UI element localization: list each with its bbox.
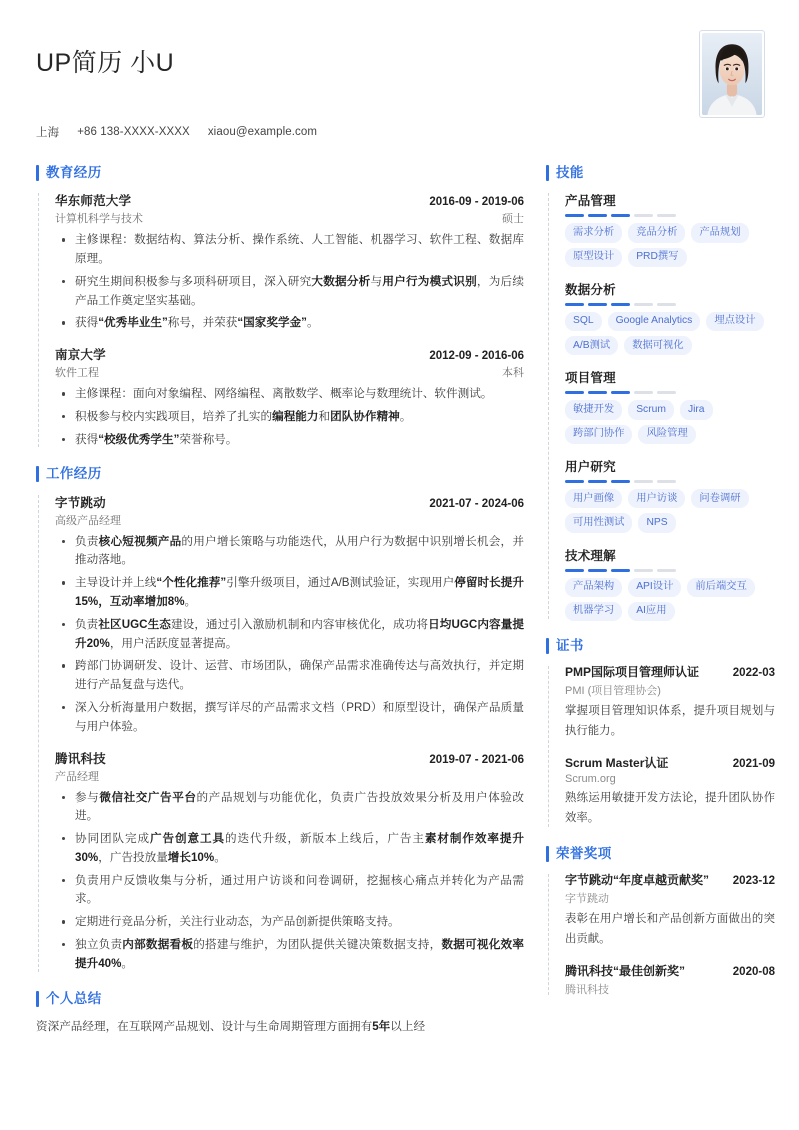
bullet-item: 获得“校级优秀学生”荣誉称号。 — [55, 431, 524, 450]
entry-header — [565, 963, 775, 980]
skill-level-segment — [657, 303, 676, 306]
bullet-item: 积极参与校内实践项目，培养了扎实的编程能力和团队协作精神。 — [55, 408, 524, 427]
skill-tag: 原型设计 — [565, 248, 622, 267]
section-certificates — [546, 637, 775, 829]
work-date: 2019-07 - 2021-06 — [429, 753, 524, 766]
skill-level-bar — [565, 391, 775, 394]
bullet-item: 定期进行竞品分析，关注行业动态，为产品创新提供策略支持。 — [55, 913, 524, 932]
skill-tag: 机器学习 — [565, 602, 622, 621]
skill-groups — [547, 191, 775, 621]
skill-tags — [565, 312, 775, 356]
work-entry — [55, 749, 524, 974]
bullet-item: 研究生期间积极参与多项科研项目，深入研究大数据分析与用户行为模式识别，为后续产品工作奠定坚实基础。 — [55, 273, 524, 311]
section-title-education: 教育经历 — [46, 165, 102, 180]
entry-header — [55, 191, 524, 209]
section-title-skills: 技能 — [556, 165, 584, 180]
bullet-item: 负责社区UGC生态建设，通过引入激励机制和内容审核优化，成功将日均UGC内容量提升20%，用户活跃度显著提高。 — [55, 616, 524, 654]
bullet-item: 负责核心短视频产品的用户增长策略与功能迭代，从用户行为数据中识别增长机会，并推动落地。 — [55, 533, 524, 571]
skill-level-segment — [634, 214, 653, 217]
skill-level-segment — [588, 569, 607, 572]
skill-group-name: 数据分析 — [565, 282, 616, 297]
section-summary — [36, 990, 524, 1037]
education-entry — [55, 345, 524, 449]
skill-level-segment — [588, 391, 607, 394]
section-header — [36, 164, 524, 182]
skill-level-segment — [634, 480, 653, 483]
skill-level-segment — [611, 569, 630, 572]
education-date: 2016-09 - 2019-06 — [429, 196, 524, 209]
bullet-item: 负责用户反馈收集与分析，通过用户访谈和问卷调研，挖掘核心痛点并转化为产品需求。 — [55, 872, 524, 910]
skill-level-bar — [565, 214, 775, 217]
header-left — [36, 26, 317, 140]
section-header — [546, 637, 775, 655]
skill-tag: AI应用 — [628, 602, 674, 621]
certificate-date: 2021-09 — [732, 758, 775, 771]
skill-group-name: 技术理解 — [565, 548, 616, 563]
entry-header — [55, 493, 524, 511]
skill-tag: 需求分析 — [565, 223, 622, 242]
entry-subheader — [55, 768, 524, 784]
skill-level-segment — [657, 214, 676, 217]
skill-level-segment — [634, 391, 653, 394]
section-header — [36, 990, 524, 1008]
summary-text: 资深产品经理，在互联网产品规划、设计与生命周期管理方面拥有5年以上经 — [36, 1019, 426, 1033]
skill-tag: 用户画像 — [565, 489, 622, 508]
skill-level-segment — [611, 391, 630, 394]
certificate-date: 2022-03 — [732, 667, 775, 680]
bullet-item: 深入分析海量用户数据，撰写详尽的产品需求文档（PRD）和原型设计，确保产品质量与用户体验。 — [55, 699, 524, 737]
bullet-item: 主修课程：数据结构、算法分析、操作系统、人工智能、机器学习、软件工程、数据库原理。 — [55, 231, 524, 269]
bullet-item: 协同团队完成广告创意工具的迭代升级，新版本上线后，广告主素材制作效率提升30%，广告投放量增长10%。 — [55, 830, 524, 868]
contact-phone: +86 138-XXXX-XXXX — [77, 126, 190, 138]
skill-tag: A/B测试 — [565, 336, 618, 355]
company-name: 腾讯科技 — [55, 751, 106, 766]
skill-level-segment — [657, 569, 676, 572]
work-entries — [37, 493, 524, 974]
skill-level-segment — [657, 391, 676, 394]
award-date: 2023-12 — [732, 875, 775, 888]
certificate-issuer: PMI (项目管理协会) — [565, 685, 661, 698]
side-column — [546, 164, 775, 1013]
skill-group — [565, 368, 775, 444]
skill-group-name: 项目管理 — [565, 371, 616, 386]
award-name: 腾讯科技“最佳创新奖” — [565, 963, 686, 978]
skill-level-segment — [634, 569, 653, 572]
certificate-entries — [547, 664, 775, 828]
bullet-item: 获得“优秀毕业生”称号，并荣获“国家奖学金”。 — [55, 314, 524, 333]
skill-tag: PRD撰写 — [628, 248, 686, 267]
award-date: 2020-08 — [732, 965, 775, 978]
skill-level-segment — [565, 214, 584, 217]
award-entry — [565, 872, 775, 950]
job-title: 高级产品经理 — [55, 514, 121, 527]
section-title-work: 工作经历 — [46, 466, 102, 482]
certificate-issuer: Scrum.org — [565, 772, 616, 785]
section-awards — [546, 845, 775, 997]
resume-columns — [0, 164, 799, 1053]
skill-tag: Scrum — [628, 400, 674, 419]
skill-group — [565, 457, 775, 533]
section-header — [546, 164, 775, 182]
skill-tag: 埋点设计 — [706, 312, 763, 331]
section-skills — [546, 164, 775, 621]
section-header — [546, 845, 775, 863]
bullet-list — [55, 231, 524, 333]
skill-tags — [565, 578, 775, 622]
skill-level-segment — [565, 569, 584, 572]
skill-level-segment — [657, 480, 676, 483]
company-name: 字节跳动 — [55, 495, 106, 510]
skill-group — [565, 280, 775, 356]
section-title-summary: 个人总结 — [46, 990, 102, 1006]
degree: 本科 — [502, 367, 524, 380]
major: 软件工程 — [55, 367, 99, 380]
skill-group — [565, 546, 775, 622]
entry-header — [565, 755, 775, 772]
skill-tag: 竞品分析 — [628, 223, 685, 242]
school-name: 南京大学 — [55, 348, 106, 363]
skill-group-name: 产品管理 — [565, 194, 616, 209]
contact-location: 上海 — [36, 127, 60, 139]
avatar — [699, 30, 765, 118]
skill-tag: 风险管理 — [638, 425, 695, 444]
skill-tag: NPS — [638, 513, 675, 532]
skill-level-segment — [588, 303, 607, 306]
award-entries — [547, 872, 775, 997]
skill-level-segment — [611, 214, 630, 217]
bullet-item: 主导设计并上线“个性化推荐”引擎升级项目，通过A/B测试验证，实现用户停留时长提升15%，互动率增加8%。 — [55, 574, 524, 612]
bullet-item: 独立负责内部数据看板的搭建与维护，为团队提供关键决策数据支持，数据可视化效率提升40%。 — [55, 936, 524, 974]
bullet-item: 参与微信社交广告平台的产品规划与功能优化，负责广告投放效果分析及用户体验改进。 — [55, 789, 524, 827]
bullet-list — [55, 789, 524, 974]
skill-tag: SQL — [565, 312, 602, 331]
skill-tag: 产品规划 — [691, 223, 748, 242]
skill-tag: 敏捷开发 — [565, 400, 622, 419]
skill-tags — [565, 489, 775, 533]
entry-header — [55, 345, 524, 363]
bullet-item: 主修课程：面向对象编程、网络编程、离散数学、概率论与数理统计、软件测试。 — [55, 385, 524, 404]
section-header — [36, 465, 524, 483]
skill-tag: Jira — [680, 400, 713, 419]
section-title-awards: 荣誉奖项 — [556, 845, 612, 861]
entry-header — [565, 664, 775, 681]
skill-level-bar — [565, 569, 775, 572]
section-title-certificates: 证书 — [556, 638, 584, 654]
skill-level-segment — [565, 391, 584, 394]
certificate-description: 掌握项目管理知识体系，提升项目规划与执行能力。 — [565, 705, 775, 738]
entry-subheader — [55, 512, 524, 528]
section-education — [36, 164, 524, 449]
main-column — [36, 164, 524, 1053]
degree: 硕士 — [502, 213, 524, 226]
education-date: 2012-09 - 2016-06 — [429, 350, 524, 363]
skill-group-name: 用户研究 — [565, 460, 616, 474]
skill-tag: 用户访谈 — [628, 489, 685, 508]
contact-email: xiaou@example.com — [207, 126, 318, 138]
skill-level-bar — [565, 303, 775, 306]
section-work — [36, 465, 524, 973]
skill-group — [565, 191, 775, 267]
skill-level-segment — [565, 480, 584, 483]
portrait-photo-icon — [702, 33, 762, 115]
skill-level-segment — [565, 303, 584, 306]
certificate-entry — [565, 755, 775, 829]
skill-level-bar — [565, 480, 775, 483]
skill-tag: 问卷调研 — [691, 489, 748, 508]
certificate-description: 熟练运用敏捷开发方法论，提升团队协作效率。 — [565, 791, 775, 824]
resume-header — [0, 0, 799, 140]
bullet-item: 跨部门协调研发、设计、运营、市场团队，确保产品需求准确传达与高效执行，并定期进行产品复盘与迭代。 — [55, 657, 524, 695]
award-name: 字节跳动“年度卓越贡献奖” — [565, 873, 710, 888]
job-title: 产品经理 — [55, 770, 99, 783]
award-issuer: 腾讯科技 — [565, 983, 609, 996]
entry-header — [565, 872, 775, 889]
skill-tag: API设计 — [628, 578, 681, 597]
skill-tag: 产品架构 — [565, 578, 622, 597]
education-entry — [55, 191, 524, 333]
skill-tag: Google Analytics — [608, 312, 701, 331]
education-entries — [37, 191, 524, 449]
entry-subheader — [55, 210, 524, 226]
skill-tag: 可用性测试 — [565, 513, 632, 532]
entry-subheader — [55, 364, 524, 380]
skill-level-segment — [611, 480, 630, 483]
skill-level-segment — [611, 303, 630, 306]
bullet-list — [55, 385, 524, 449]
award-issuer: 字节跳动 — [565, 892, 609, 905]
skill-tags — [565, 223, 775, 267]
work-entry — [55, 493, 524, 737]
skill-tags — [565, 400, 775, 444]
page-title: UP简历 小U — [36, 49, 175, 77]
skill-tag: 数据可视化 — [624, 336, 691, 355]
certificate-name: PMP国际项目管理师认证 — [565, 665, 700, 680]
entry-header — [55, 749, 524, 767]
award-entry — [565, 963, 775, 997]
major: 计算机科学与技术 — [55, 213, 143, 226]
skill-level-segment — [588, 480, 607, 483]
skill-tag: 跨部门协作 — [565, 425, 632, 444]
work-date: 2021-07 - 2024-06 — [429, 497, 524, 510]
bullet-list — [55, 533, 524, 737]
contact-row — [36, 124, 317, 140]
certificate-entry — [565, 664, 775, 742]
certificate-name: Scrum Master认证 — [565, 756, 669, 771]
skill-level-segment — [634, 303, 653, 306]
award-description: 表彰在用户增长和产品创新方面做出的突出贡献。 — [565, 912, 775, 945]
skill-tag: 前后端交互 — [687, 578, 754, 597]
school-name: 华东师范大学 — [55, 194, 132, 209]
skill-level-segment — [588, 214, 607, 217]
